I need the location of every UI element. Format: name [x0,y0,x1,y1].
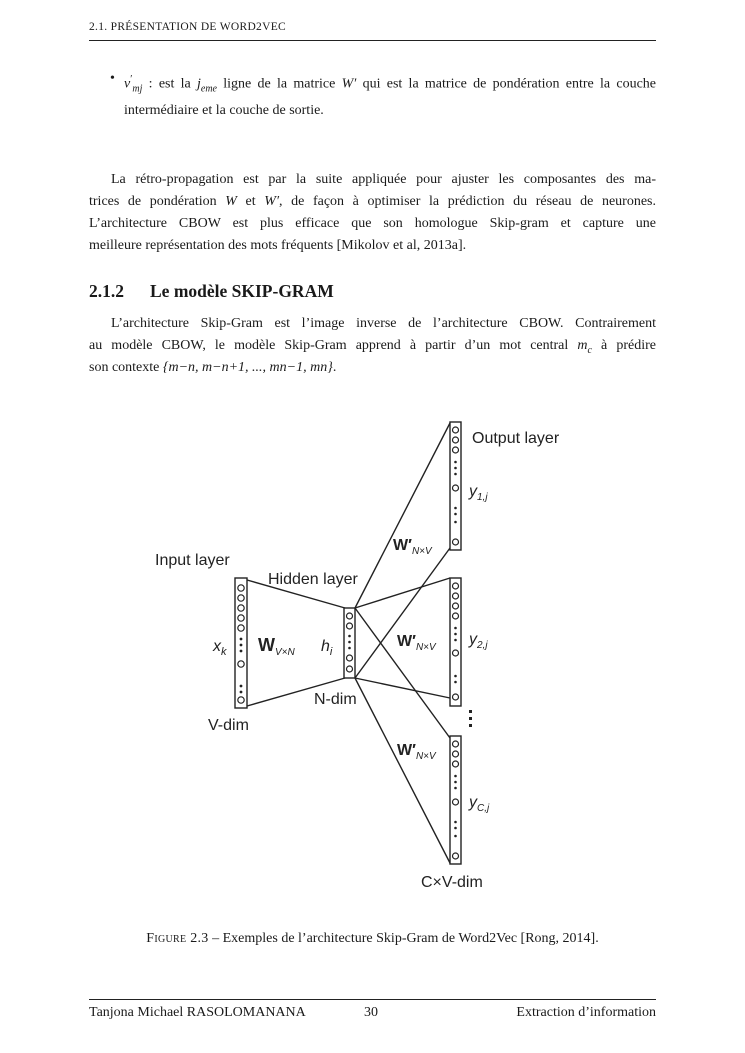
var-v: v [124,76,131,92]
skipgram-diagram [140,408,590,903]
var-v-sup: ′ [130,74,133,85]
var-j-sub: eme [200,83,217,95]
columns-ellipsis [469,710,472,727]
hidden-layer-column [344,608,355,678]
var-j: j [197,76,201,92]
paragraph-line: son contexte {m−n, m−n+1, ..., mn−1, mn}. [89,360,337,375]
cv-dim-label: C×V-dim [421,874,483,891]
var-v-sub: mj [132,83,143,95]
var-wprime: W′ [341,76,357,92]
paragraph-line: L’architecture Skip-Gram est l’image inverse de l’architecture CBOW. Contrairement [111,316,656,331]
section-title: Le modèle SKIP-GRAM [150,281,334,301]
input-layer-label: Input layer [155,552,230,569]
xk-label: $x_k$ [213,638,227,658]
wprime-label-2: $W'_{N\times V}$ [397,633,436,653]
wprime-label-3: $W'_{N\times V}$ [397,742,436,762]
output-column-1 [450,422,461,550]
bullet-marker: • [110,71,115,86]
hidden-layer-label: Hidden layer [268,571,358,588]
paragraph-line: meilleure représentation des mots fréquents [Mikolov et al, 2013a]. [89,238,467,253]
paragraph-line: au modèle CBOW, le modèle Skip-Gram apprend à partir d’un mot central $m_c$ à prédire [89,338,657,356]
footer-title: Extraction d’information [516,1005,656,1020]
paragraph-skipgram [89,313,656,379]
y2-label: $y_{2,j}$ [469,631,488,651]
footer-rule [89,999,656,1000]
bullet-text-a: : est la [142,76,197,92]
y1-label: $y_{1,j}$ [469,483,488,503]
wprime-label-1: $W'_{N\times V}$ [393,537,432,557]
paragraph-line: L’architecture CBOW est plus efficace que son homologue Skip-gram et capture une [89,216,656,231]
yc-label: $y_{C,j}$ [469,794,490,814]
page-number: 30 [364,1005,378,1020]
paragraph-line: trices de pondération W et W′, de façon à optimiser la prédiction du réseau de neurones. [89,194,656,209]
header-rule [89,40,656,41]
caption-text: – Exemples de l’architecture Skip-Gram de Word2Vec [Rong, 2014]. [208,931,599,946]
output-column-c [450,736,461,864]
caption-label: Figure 2.3 [146,931,209,946]
bullet-item [124,69,656,122]
bullet-text-b: ligne de la matrice [217,76,342,92]
section-number: 2.1.2 [89,281,124,301]
output-column-2 [450,578,461,706]
running-header: 2.1. PRÉSENTATION DE WORD2VEC [89,21,286,33]
paragraph-line: La rétro-propagation est par la suite appliquée pour ajuster les composantes des ma- [111,172,656,187]
figure-caption [0,931,745,947]
v-dim-label: V-dim [208,717,249,734]
paragraph-backprop [89,169,656,257]
input-layer-column [235,578,247,708]
w-matrix-label: $W_{V\times N}$ [258,635,295,658]
bullet-text-c: qui est la matrice de pondération entre la couche intermédiaire et la couche de sortie. [124,76,656,119]
hi-label: $h_i$ [321,638,333,658]
n-dim-label: N-dim [314,691,357,708]
footer-author: Tanjona Michael RASOLOMANANA [89,1005,306,1020]
section-heading [89,281,334,302]
output-layer-label: Output layer [472,430,560,447]
